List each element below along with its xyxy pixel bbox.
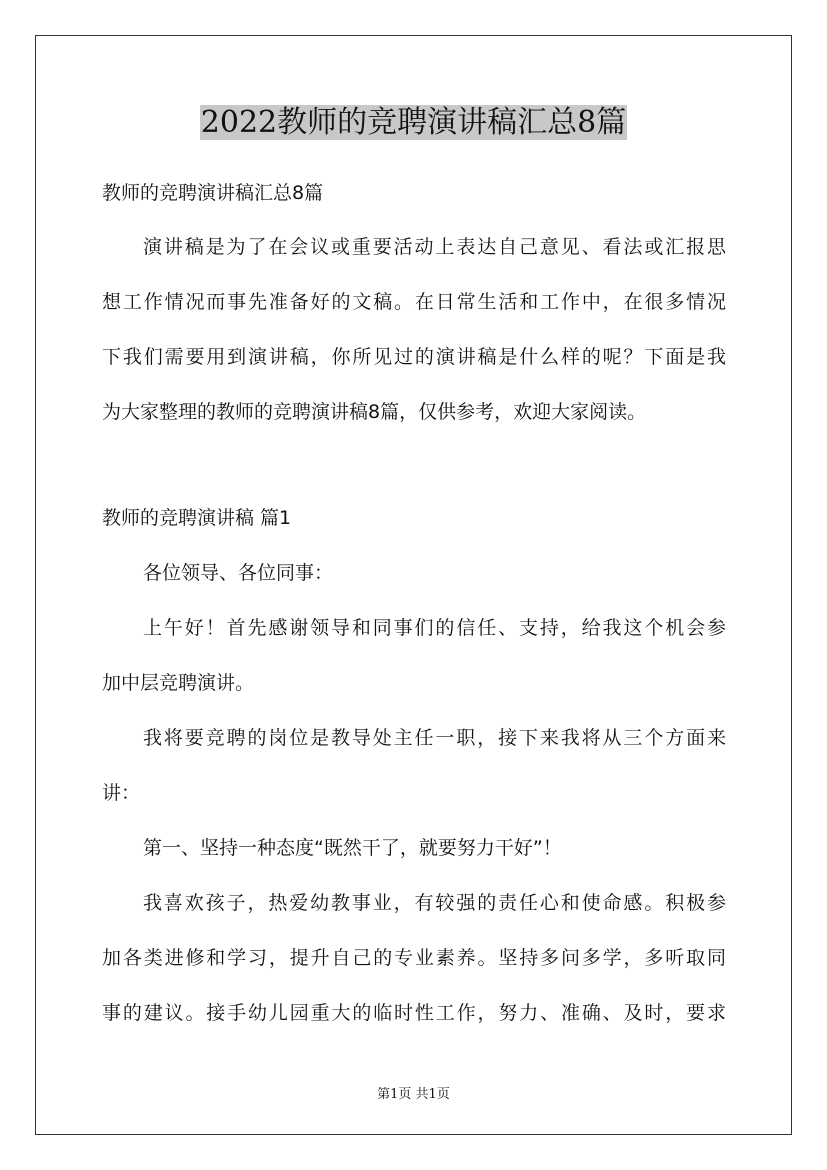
paragraph-line: 我将要竞聘的岗位是教导处主任一职，接下来我将从三个方面来 — [143, 727, 726, 749]
greeting: 各位领导、各位同事： — [143, 562, 334, 584]
paragraph-line: 讲： — [102, 782, 141, 804]
paragraph-line: 加各类进修和学习，提升自己的专业素养。坚持多问多学，多听取同 — [102, 947, 726, 969]
page-footer: 第1页 共1页 — [377, 1087, 450, 1102]
intro-line: 下我们需要用到演讲稿，你所见过的演讲稿是什么样的呢？下面是我 — [102, 346, 726, 368]
document-title: 2022教师的竞聘演讲稿汇总8篇 — [200, 105, 627, 140]
paragraph-line: 第一、坚持一种态度“既然干了，就要努力干好”！ — [143, 837, 562, 859]
paragraph-line: 我喜欢孩子，热爱幼教事业，有较强的责任心和使命感。积极参 — [143, 892, 726, 914]
subtitle: 教师的竞聘演讲稿汇总8篇 — [102, 182, 324, 204]
paragraph-line: 加中层竞聘演讲。 — [102, 672, 255, 694]
intro-line: 为大家整理的教师的竞聘演讲稿8篇，仅供参考，欢迎大家阅读。 — [102, 401, 647, 423]
intro-line: 想工作情况而事先准备好的文稿。在日常生活和工作中，在很多情况 — [102, 291, 726, 313]
intro-line: 演讲稿是为了在会议或重要活动上表达自己意见、看法或汇报思 — [143, 236, 726, 258]
document-title-wrap — [0, 103, 827, 143]
paragraph-line: 上午好！首先感谢领导和同事们的信任、支持，给我这个机会参 — [143, 617, 726, 639]
paragraph-line: 事的建议。接手幼儿园重大的临时性工作，努力、准确、及时，要求 — [102, 1002, 726, 1024]
section-heading: 教师的竞聘演讲稿 篇1 — [102, 507, 292, 529]
